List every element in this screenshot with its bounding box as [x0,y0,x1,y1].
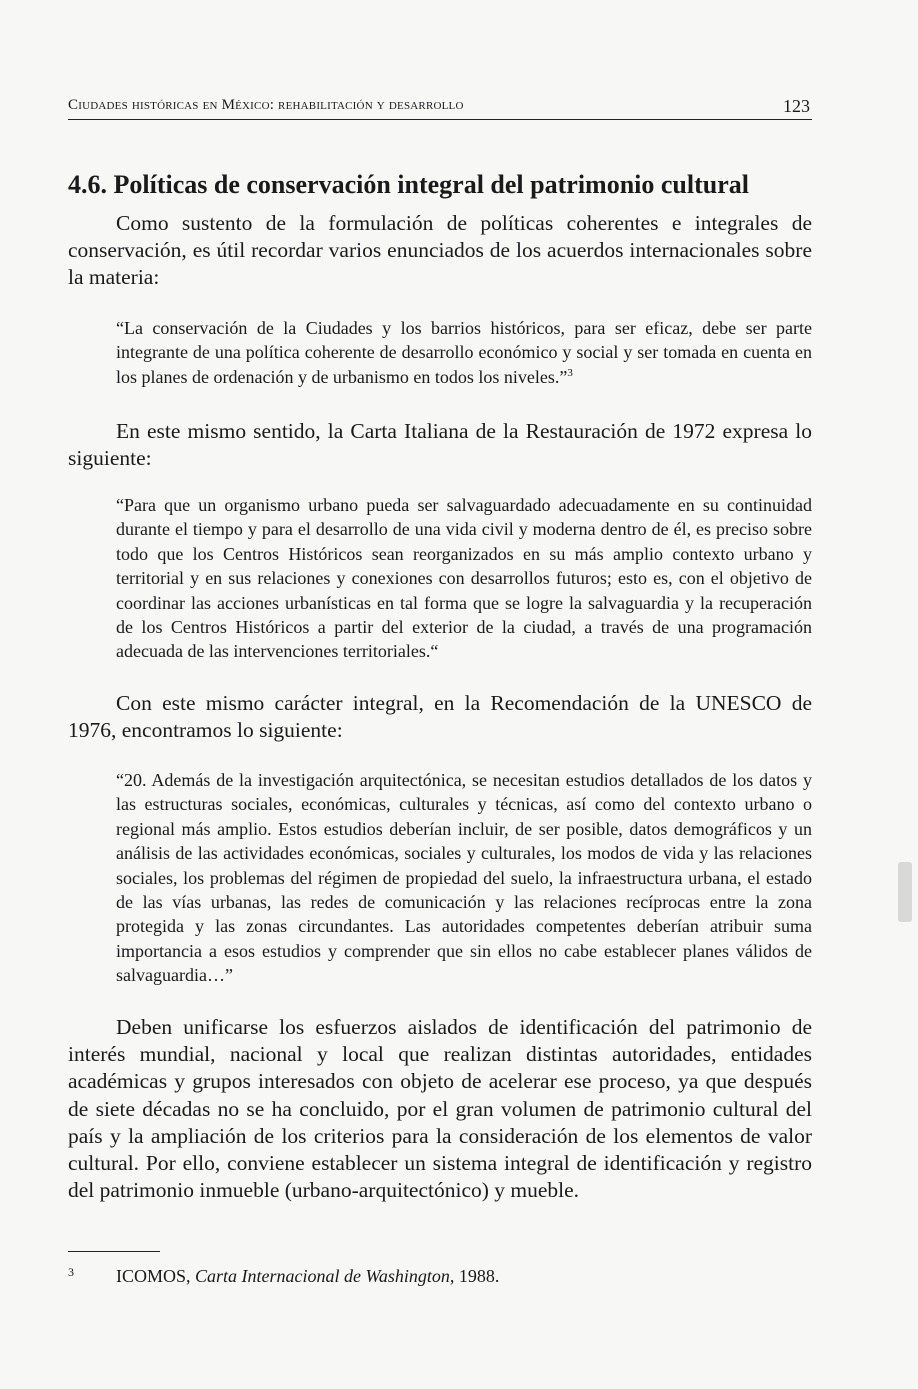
footnote-title: Carta Internacional de Washington [195,1266,450,1286]
quote-washington [116,316,812,389]
paragraph-intro: Como sustento de la formulación de políticas coherentes e integrales de conservación, es útil recordar varios enunciados de los acuerdos internacionales sobre la materia: [68,211,812,290]
footnote-reference: 3 [567,366,573,379]
footnote-year: , 1988. [449,1266,500,1286]
paragraph-unesco: Con este mismo carácter integral, en la Recomendación de la UNESCO de 1976, encontramos lo siguiente: [68,691,812,743]
footnote-number: 3 [68,1265,74,1279]
paragraph-carta-italiana: En este mismo sentido, la Carta Italiana de la Restauración de 1972 expresa lo siguiente: [68,419,812,471]
running-header [68,97,812,120]
page-number: 123 [783,96,810,116]
footnote-author: ICOMOS, [116,1266,196,1286]
quote-washington-text: “La conservación de la Ciudades y los barrios históricos, para ser eficaz, debe ser parte integrante de una política coherente de desarrollo económico y social y ser tomada en cuenta en los planes de ordenación y de urbanismo en todos los niveles.” [116,318,812,387]
quote-unesco: “20. Además de la investigación arquitectónica, se necesitan estudios detallados de los datos y las estructuras sociales, económicas, culturales y técnicas, así como del contexto urbano o regional más amplio. Estos estudios deberían incluir, de ser posible, datos demográficos y un análisis de las actividades económicas, sociales y culturales, los modos de vida y las relaciones sociales, los problemas del régimen de propiedad del suelo, la infraestructura urbana, el estado de las vías urbanas, las redes de comunicación y las relaciones recíprocas entre la zona protegida y las zonas circundantes. Las autoridades competentes deberían atribuir suma importancia a esos estudios y comprender que sin ellos no cabe establecer planes válidos de salvaguardia…” [116,770,812,986]
scan-artifact [898,862,912,922]
running-title: Ciudades históricas en México: rehabilitación y desarrollo [68,97,464,113]
quote-carta-italiana: “Para que un organismo urbano pueda ser salvaguardado adecuadamente en su continuidad durante el tiempo y para el desarrollo de una vida civil y moderna dentro de él, es preciso sobre todo que los Centros Históricos sean reorganizados en su más amplio contexto urbano y territorial y en sus relaciones y conexiones con desarrollos futuros; esto es, con el objetivo de coordinar las acciones urbanísticas en tal forma que se logre la salvaguardia y la recuperación de los Centros Históricos a partir del exterior de la ciudad, a través de una programación adecuada de las intervenciones territoriales.“ [116,495,812,662]
footnote-text [116,1264,499,1288]
section-heading: 4.6. Políticas de conservación integral del patrimonio cultural [68,170,749,199]
footnote-divider [68,1251,160,1252]
paragraph-conclusion: Deben unificarse los esfuerzos aislados de identificación del patrimonio de interés mundial, nacional y local que realizan distintas autoridades, entidades académicas y grupos interesados con objeto de acelerar ese proceso, ya que después de siete décadas no se ha concluido, por el gran volumen de patrimonio cultural del país y la ampliación de los criterios para la consideración de los elementos de valor cultural. Por ello, conviene establecer un sistema integral de identificación y registro del patrimonio inmueble (urbano-arquitectónico) y mueble. [68,1015,812,1203]
